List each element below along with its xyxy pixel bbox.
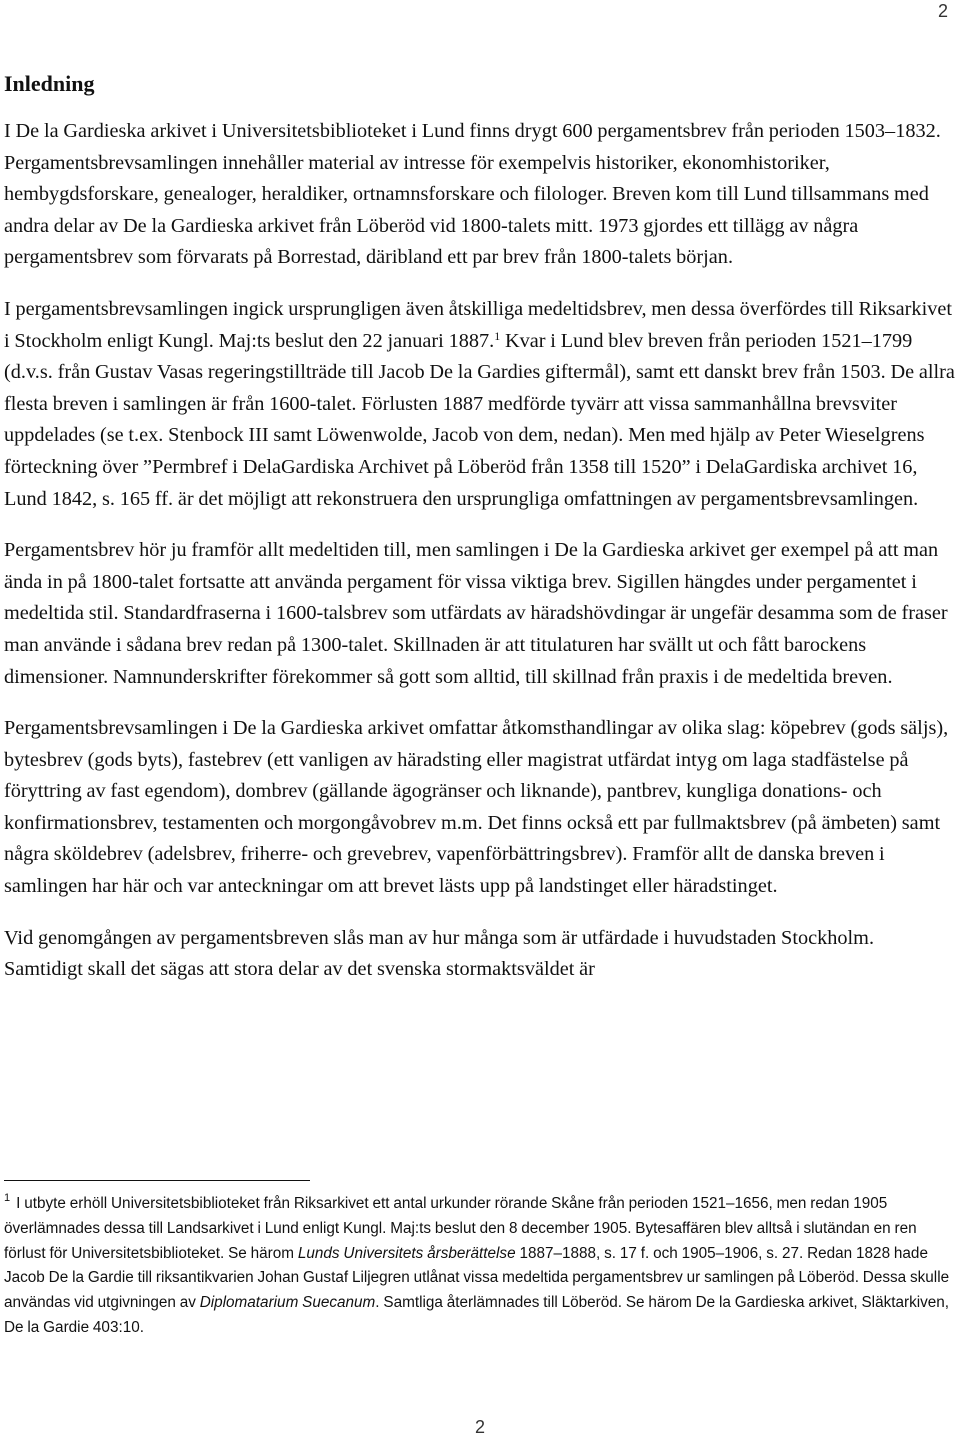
paragraph-3: Pergamentsbrev hör ju framför allt medeltiden till, men samlingen i De la Gardieska arkivet ger exempel på att man ända in på 1800-talet fortsatte att använda pergament för vissa viktiga brev. Sigillen hängdes under pergamentet i medeltida stil. Standardfraserna i 1600-talsbrev som utfärdats av häradshövdingar är ungefär desamma som de fraser man använde i sådana brev redan på 1300-talet. Skillnaden är att titulaturen har svällt ut och fått barockens dimensioner. Namnunderskrifter förekommer så gott som alltid, till skillnad från praxis i de medeltida breven. <box>4 539 948 688</box>
document-body <box>4 70 956 1006</box>
paragraph-1: I De la Gardieska arkivet i Universitetsbiblioteket i Lund finns drygt 600 pergamentsbrev från perioden 1503–1832. Pergamentsbrevsamlingen innehåller material av intresse för exempelvis historiker, ekonomhistoriker, hembygdsforskare, genealoger, heraldiker, ortnamnsforskare och filologer. Breven kom till Lund tillsammans med andra delar av De la Gardieska arkivet från Löberöd vid 1800-talets mitt. 1973 gjordes ett tillägg av några pergamentsbrev som förvarats på Borrestad, däribland ett par brev från 1800-talets början. <box>4 120 941 269</box>
footnote-text-part-1: I utbyte erhöll Universitetsbiblioteket från Riksarkivet ett antal urkunder rörande Skåne från perioden 1521–1656, men redan 1905 överlämnades dessa till Landsarkivet i Lund enligt Kungl. Maj:ts beslut den 8 december 1905. Bytesaffären blev alltså i slutändan en ren förlust för Universitetsbiblioteket. Se härom <box>4 1195 917 1262</box>
paragraph-2-text-before-ref: I pergamentsbrevsamlingen ingick ursprungligen även åtskilliga medeltidsbrev, men dessa överfördes till Riksarkivet i Stockholm enligt Kungl. Maj:ts beslut den 22 januari 1887. <box>4 297 952 352</box>
paragraph-4: Pergamentsbrevsamlingen i De la Gardieska arkivet omfattar åtkomsthandlingar av olika slag: köpebrev (gods säljs), bytesbrev (gods byts), fastebrev (ett vanligen av häradsting eller magistrat utfärdat intyg om laga stadfästelse på föryttring av fast egendom), dombrev (gällande ägogränser och liknande), pantbrev, kungliga donations- och konfirmationsbrev, testamenten och morgongåvobrev m.m. Det finns också ett par fullmaktsbrev (på ämbeten) samt några sköldebrev (adelsbrev, friherre- och grevebrev, vapenförbättringsbrev). Framför allt de danska breven i samlingen har här och var anteckningar om att brevet lästs upp på landstinget eller häradstinget. <box>4 717 949 898</box>
footnote-separator <box>4 1180 310 1181</box>
footnote-number: 1 <box>4 1192 11 1205</box>
paragraph-5: Vid genomgången av pergamentsbreven slås man av hur många som är utfärdade i huvudstaden Stockholm. Samtidigt skall det sägas att stora delar av det svenska stormaktsväldet är <box>4 926 875 981</box>
footnote-reference[interactable]: 1 <box>494 328 501 343</box>
footnote-text-part-2: 1887–1888, s. 17 f. och 1905–1906, s. 27. Redan 1828 hade Jacob De la Gardie till riksantikvarien Johan Gustaf Liljegren utlånat vissa medeltida pergamentsbrev ur samlingen på Löberöd. Dessa skulle användas vid utgivningen av <box>4 1244 950 1312</box>
footnote-italic-title-1: Lunds Universitets årsberättelse <box>297 1244 516 1262</box>
page-number-top: 2 <box>937 1 948 21</box>
section-heading: Inledning <box>4 71 95 96</box>
page-number-bottom: 2 <box>474 1417 485 1437</box>
footnote-text-part-3: . Samtliga återlämnades till Löberöd. Se härom De la Gardieska arkivet, Släktarkiven, De la Gardie 403:10. <box>4 1294 950 1336</box>
paragraph-2 <box>4 294 956 515</box>
footnote <box>4 1192 960 1341</box>
footnote-italic-title-2: Diplomatarium Suecanum <box>199 1294 376 1312</box>
paragraph-2-text-after-ref: Kvar i Lund blev breven från perioden 1521–1799 (d.v.s. från Gustav Vasas regeringstillträde till Jacob De la Gardies giftermål), samt ett danskt brev från 1503. De allra flesta breven i samlingen är från 1600-talet. Förlusten 1887 medförde tyvärr att vissa sammanhållna brevsviter uppdelades (se t.ex. Stenbock III samt Löwenwolde, Jacob von dem, nedan). Men med hjälp av Peter Wieselgrens förteckning över ”Permbref i DelaGardiska Archivet på Löberöd från 1358 till 1520” i DelaGardiska archivet 16, Lund 1842, s. 165 ff. är det möjligt att rekonstruera den ursprungliga omfattningen av pergamentsbrevsamlingen. <box>4 329 955 510</box>
